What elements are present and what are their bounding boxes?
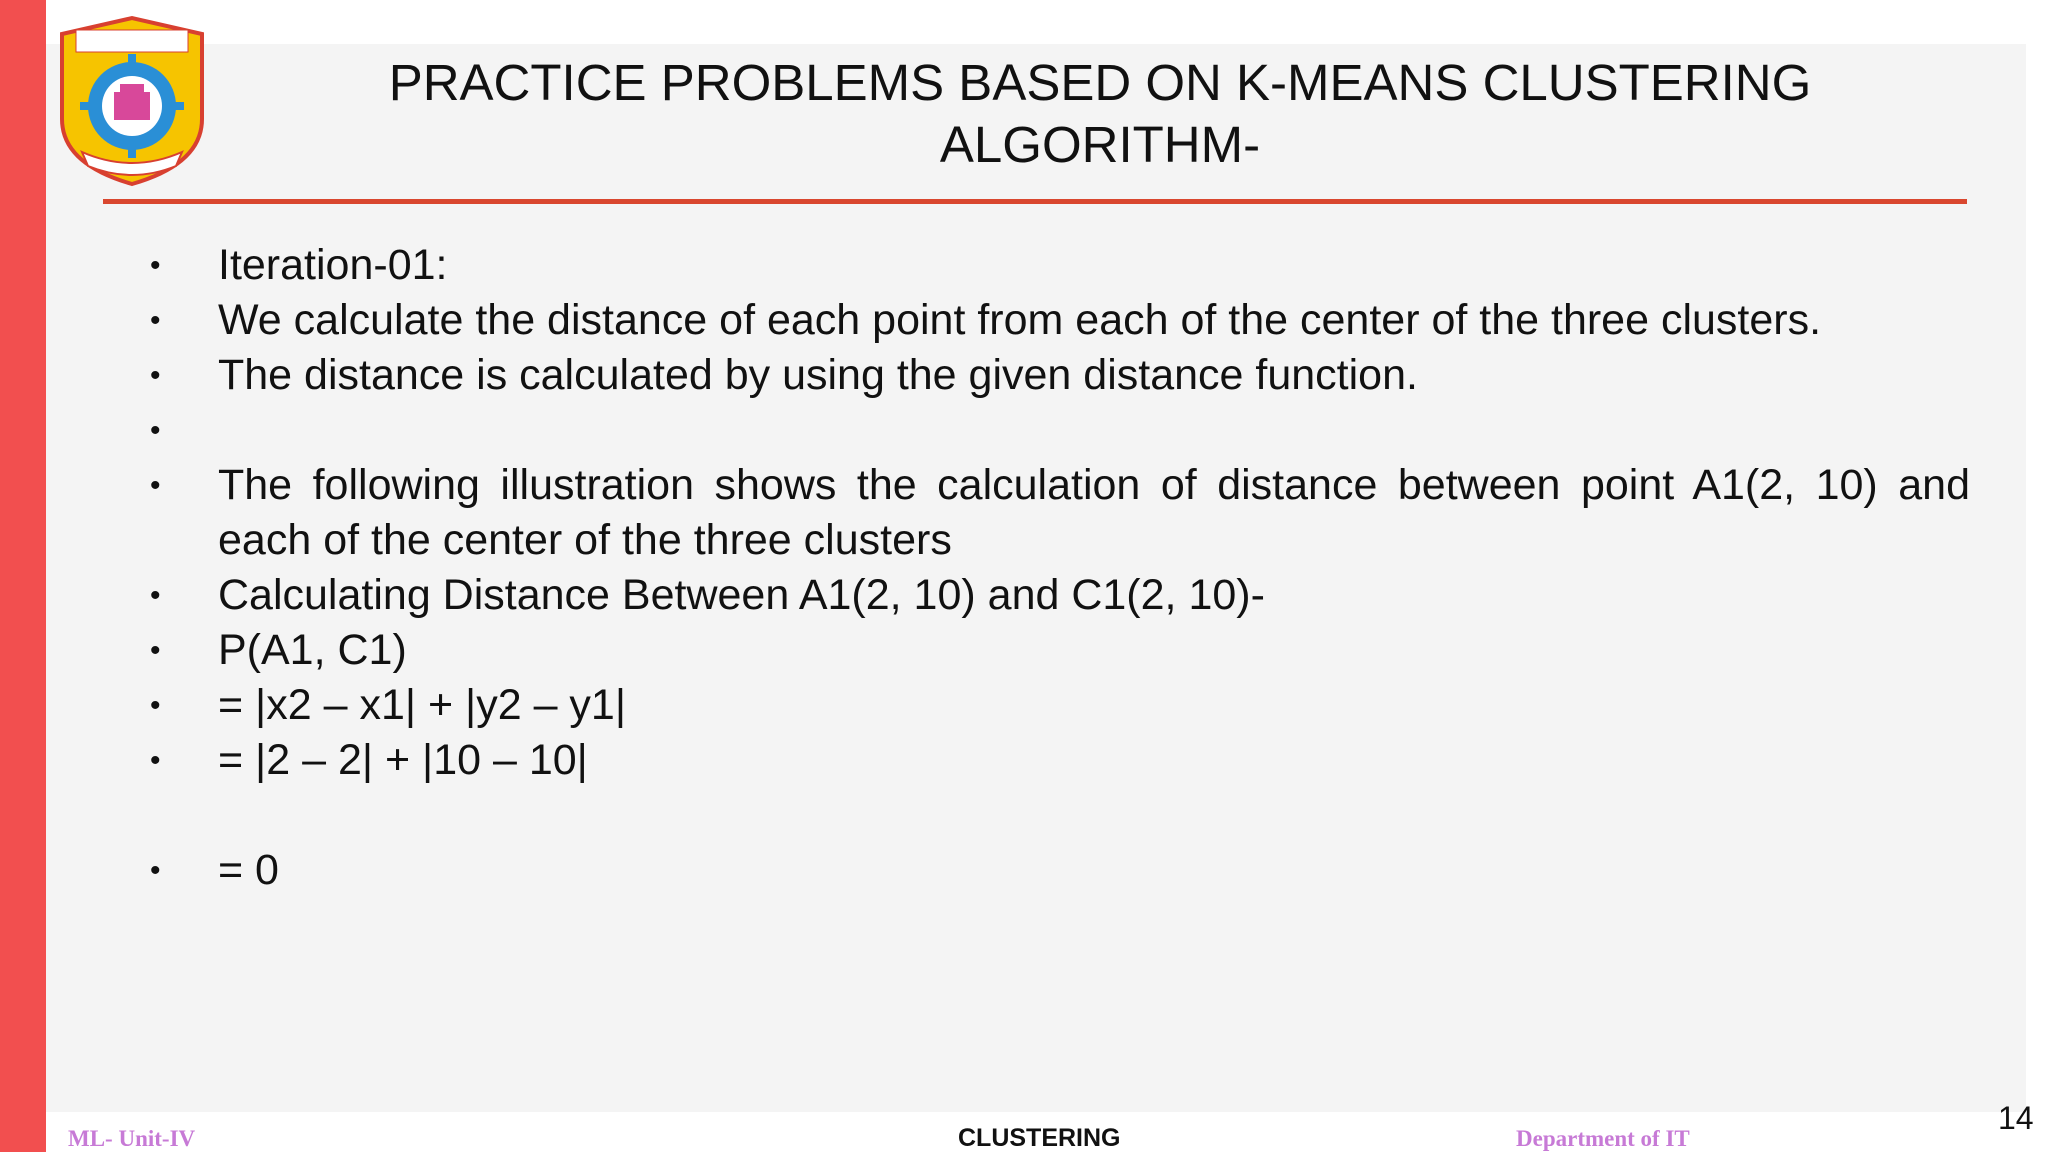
bullet-icon: • — [150, 469, 161, 502]
page-number: 14 — [1998, 1100, 2034, 1136]
title-line-2: ALGORITHM- — [939, 116, 1261, 173]
bullet-icon: • — [150, 689, 161, 722]
bullet-icon: • — [150, 744, 161, 777]
bullet-item: • The distance is calculated by using the given distance function. — [140, 348, 1970, 403]
bullet-icon: • — [150, 854, 161, 887]
bullet-item: • We calculate the distance of each point from each of the center of the three clusters. — [140, 293, 1970, 348]
bullet-item-empty — [140, 403, 1970, 458]
bullet-item: • = 0 — [140, 843, 1970, 898]
bullet-item: • The following illustration shows the calculation of distance between point A1(2, 10) and each of the center of the three clusters — [140, 458, 1970, 568]
bullet-icon: • — [150, 304, 161, 337]
footer-topic-label: CLUSTERING — [958, 1124, 1121, 1152]
bullet-list — [140, 238, 1970, 898]
college-crest-logo — [54, 14, 210, 188]
title-divider — [103, 199, 1967, 204]
footer-unit-label: ML- Unit-IV — [68, 1126, 196, 1151]
bullet-item: • Calculating Distance Between A1(2, 10) and C1(2, 10)- — [140, 568, 1970, 623]
footer-department-label: Department of IT — [1516, 1126, 1690, 1151]
bullet-item: • = |x2 – x1| + |y2 – y1| — [140, 678, 1970, 733]
bullet-icon: • — [150, 359, 161, 392]
bullet-icon: • — [150, 579, 161, 612]
bullet-icon: • — [150, 634, 161, 667]
bullet-icon: • — [150, 414, 161, 447]
bullet-item: • Iteration-01: — [140, 238, 1970, 293]
slide-title — [250, 52, 1950, 176]
bullet-item: • P(A1, C1) — [140, 623, 1970, 678]
left-accent-bar — [0, 0, 46, 1152]
bullet-icon: • — [150, 249, 161, 282]
bullet-item: • = |2 – 2| + |10 – 10| — [140, 733, 1970, 788]
title-line-1: PRACTICE PROBLEMS BASED ON K-MEANS CLUSTERING — [388, 54, 1812, 111]
